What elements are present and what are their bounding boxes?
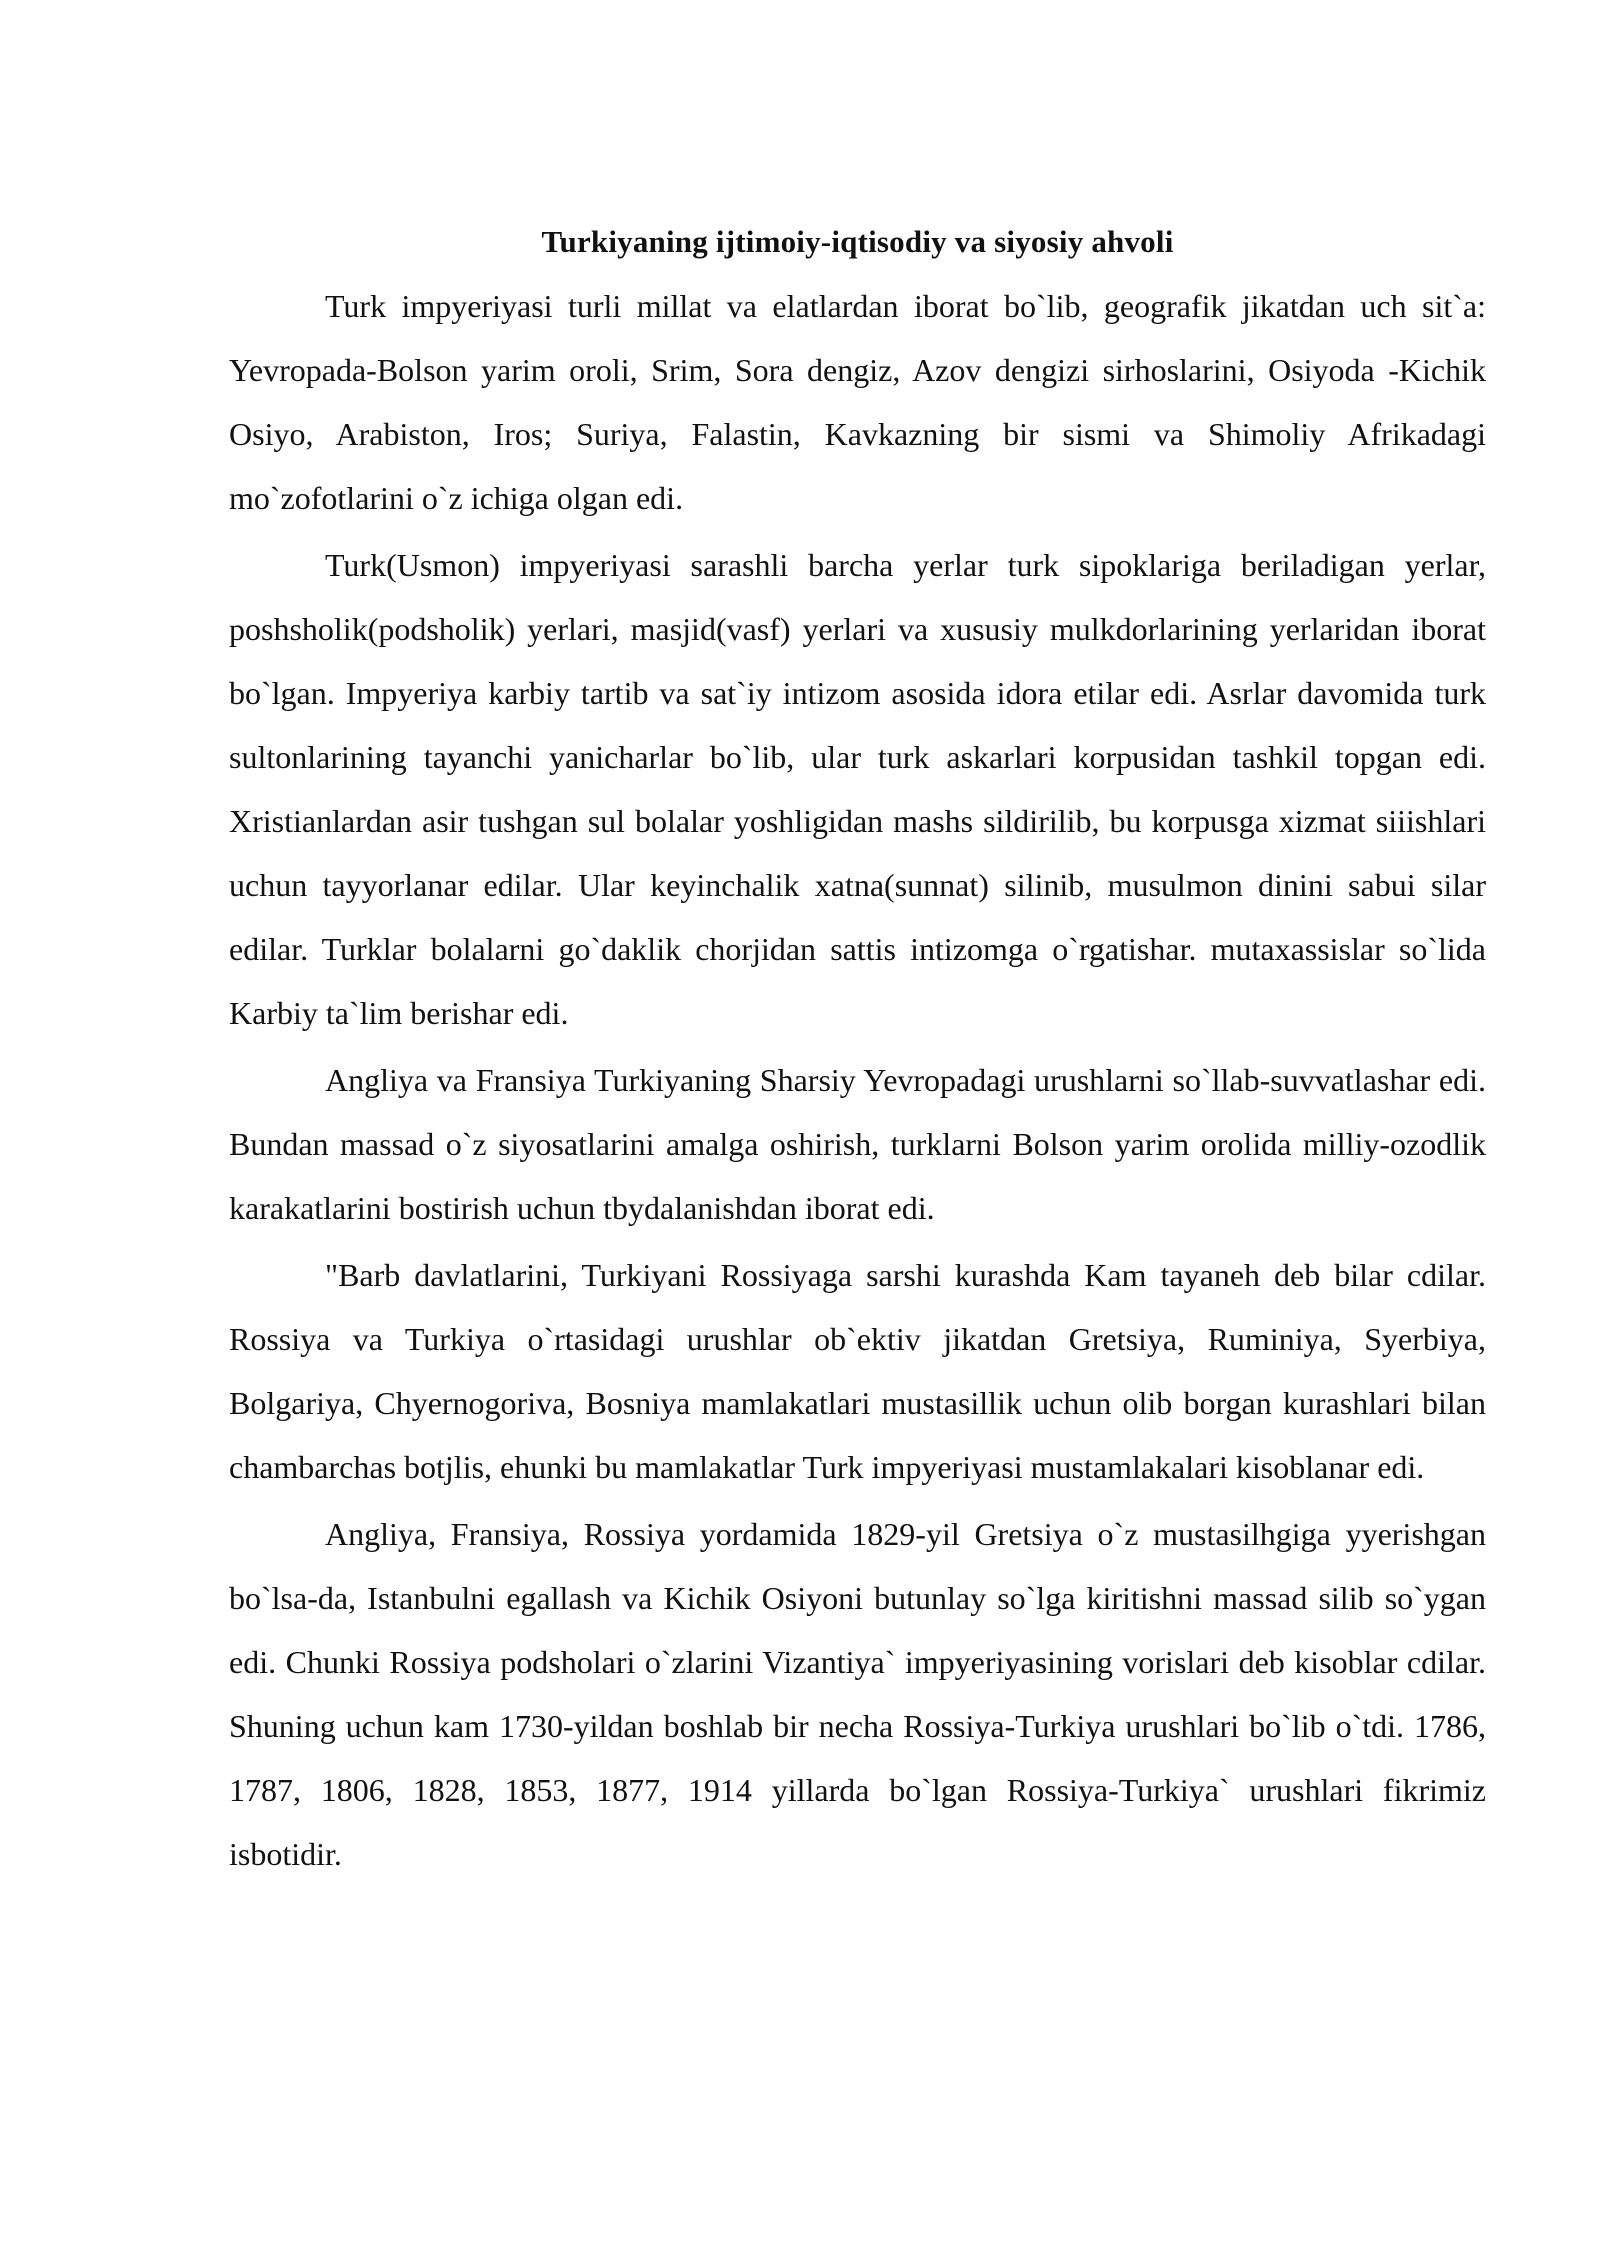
- paragraph-2: Turk(Usmon) impyeriyasi sarashli barcha yerlar turk sipoklariga beriladigan yerlar, poshsholik(podsholik) yerlari, masjid(vasf) yerlari va xususiy mulkdorlarining yerlaridan iborat bo`lgan. Impyeriya karbiy tartib va sat`iy intizom asosida idora etilar edi. Asrlar davomida turk sultonlarining tayanchi yanicharlar bo`lib, ular turk askarlari korpusidan tashkil topgan edi. Xristianlardan asir tushgan sul bolalar yoshligidan mashs sildirilib, bu korpusga xizmat siiishlari uchun tayyorlanar edilar. Ular keyinchalik xatna(sunnat) silinib, musulmon dinini sabui silar edilar. Turklar bolalarni go`daklik chorjidan sattis intizomga o`rgatishar. mutaxassislar so`lida Karbiy ta`lim berishar edi.: [229, 547, 1486, 1031]
- paragraph-5: Angliya, Fransiya, Rossiya yordamida 1829-yil Gretsiya o`z mustasilhgiga yyerishgan bo`lsa-da, Istanbulni egallash va Kichik Osiyoni butunlay so`lga kiritishni massad silib so`ygan edi. Chunki Rossiya podsholari o`zlarini Vizantiya` impyeriyasining vorislari deb kisoblar cdilar. Shuning uchun kam 1730-yildan boshlab bir necha Rossiya-Turkiya urushlari bo`lib o`tdi. 1786, 1787, 1806, 1828, 1853, 1877, 1914 yillarda bo`lgan Rossiya-Turkiya` urushlari fikrimiz isbotidir.: [229, 1516, 1486, 1872]
- document-page: [229, 210, 1486, 1889]
- paragraph-1: Turk impyeriyasi turli millat va elatlardan iborat bo`lib, geografik jikatdan uch sit`a: Yevropada-Bolson yarim oroli, Srim, Sora dengiz, Azov dengizi sirhoslarini, Osiyoda -Kichik Osiyo, Arabiston, Iros; Suriya, Falastin, Kavkazning bir sismi va Shimoliy Afrikadagi mo`zofotlarini o`z ichiga olgan edi.: [229, 288, 1486, 516]
- paragraph-3: Angliya va Fransiya Turkiyaning Sharsiy Yevropadagi urushlarni so`llab-suvvatlashar edi. Bundan massad o`z siyosatlarini amalga oshirish, turklarni Bolson yarim orolida milliy-ozodlik karakatlarini bostirish uchun tbydalanishdan iborat edi.: [229, 1062, 1486, 1226]
- paragraph-4: "Barb davlatlarini, Turkiyani Rossiyaga sarshi kurashda Kam tayaneh deb bilar cdilar. Rossiya va Turkiya o`rtasidagi urushlar ob`ektiv jikatdan Gretsiya, Ruminiya, Syerbiya, Bolgariya, Chyernogoriva, Bosniya mamlakatlari mustasillik uchun olib borgan kurashlari bilan chambarchas botjlis, ehunki bu mamlakatlar Turk impyeriyasi mustamlakalari kisoblanar edi.: [229, 1257, 1486, 1485]
- document-title: Turkiyaning ijtimoiy-iqtisodiy va siyosiy ahvoli: [541, 224, 1174, 259]
